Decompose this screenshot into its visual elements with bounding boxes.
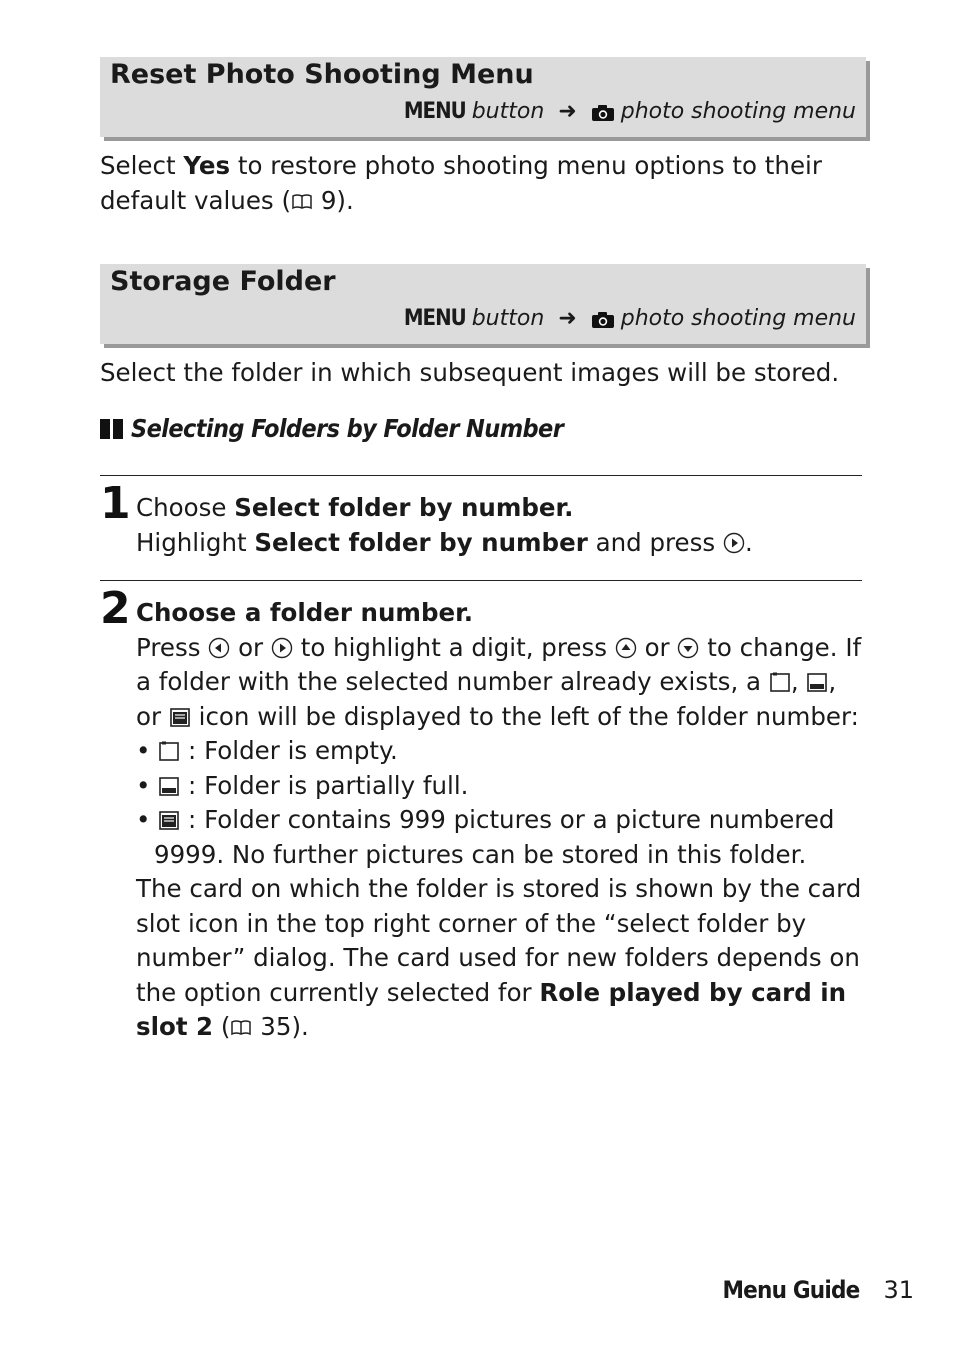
menu-item-name: Role played by card in slot 2	[136, 977, 847, 1041]
menu-button-label: MENU	[403, 99, 466, 124]
button-word: button	[471, 306, 545, 331]
folder-empty-icon	[158, 740, 180, 762]
multi-selector-right-icon	[723, 532, 745, 554]
text: to highlight a digit, press	[292, 632, 615, 662]
step-2	[136, 596, 866, 1045]
arrow-icon: ➜	[558, 99, 577, 124]
multi-selector-right-icon	[271, 637, 293, 659]
text: : Folder is partially full.	[180, 770, 469, 800]
bullet: •	[136, 805, 151, 834]
text: Select	[100, 151, 184, 180]
page-footer	[722, 1276, 914, 1304]
text: (	[213, 1012, 231, 1041]
menu-path	[404, 306, 856, 331]
bullet: •	[136, 736, 151, 765]
folder-full-icon	[169, 706, 191, 728]
text: icon will be displayed to the left of the folder number:	[190, 701, 859, 731]
step-number: 2	[100, 583, 131, 634]
step-divider	[100, 475, 862, 476]
text: or	[230, 632, 271, 662]
list-item	[136, 803, 866, 838]
camera-icon	[591, 311, 615, 329]
text: or	[636, 632, 678, 662]
text: Press	[136, 632, 209, 662]
text: to change. If a folder with the selected number already exists, a	[136, 632, 862, 696]
section-title: Reset Photo Shooting Menu	[110, 59, 534, 90]
book-reference-icon	[230, 1019, 252, 1037]
step-title: Choose a folder number.	[136, 598, 473, 627]
subheading	[100, 414, 563, 443]
text: ,	[790, 667, 807, 696]
menu-path	[404, 99, 856, 124]
step-instruction	[136, 631, 866, 735]
text: .	[744, 527, 753, 557]
folder-partial-icon	[806, 671, 828, 693]
text: The card on which the folder is stored is shown by the card slot icon in the top right corner of the “select folder by number” dialog. The card used for new folders depends on the option currently selected for	[136, 874, 862, 1007]
section-title: Storage Folder	[110, 266, 336, 297]
multi-selector-up-icon	[615, 637, 637, 659]
option-yes: Yes	[183, 151, 231, 180]
multi-selector-left-icon	[208, 637, 230, 659]
arrow-icon: ➜	[558, 306, 577, 331]
list-item	[136, 769, 866, 804]
folder-empty-icon	[769, 671, 791, 693]
subheading-text: Selecting Folders by Folder Number	[131, 414, 564, 443]
page-number: 31	[883, 1276, 914, 1304]
step-title	[136, 491, 866, 526]
menu-name: photo shooting menu	[620, 99, 856, 124]
storage-folder-intro: Select the folder in which subsequent images will be stored.	[100, 358, 840, 387]
list-item	[136, 734, 866, 769]
step-instruction	[136, 526, 866, 561]
step-1	[136, 491, 866, 560]
card-slot-note	[136, 872, 866, 1045]
section-header-reset-photo-shooting-menu	[100, 57, 866, 137]
button-word: button	[471, 99, 545, 124]
subheading-marker-icon	[100, 419, 123, 439]
text: , or	[136, 667, 837, 731]
step-number: 1	[100, 478, 131, 529]
text: ).	[336, 185, 354, 215]
text: Choose	[136, 493, 235, 522]
multi-selector-down-icon	[677, 637, 699, 659]
folder-full-icon	[158, 809, 180, 831]
footer-section-label: Menu Guide	[722, 1276, 860, 1304]
menu-item-name: Select folder by number.	[234, 493, 574, 522]
text: and press	[587, 527, 723, 557]
bullet: •	[136, 770, 151, 800]
menu-name: photo shooting menu	[620, 306, 856, 331]
text: ).	[291, 1012, 309, 1041]
reset-description	[100, 149, 860, 218]
menu-button-label: MENU	[403, 306, 466, 331]
page-reference: 35	[260, 1012, 292, 1041]
section-header-storage-folder	[100, 264, 866, 344]
list-item-continuation: 9999. No further pictures can be stored in this folder.	[154, 839, 807, 869]
step-divider	[100, 580, 862, 581]
text: to restore photo shooting menu options to their default values (	[100, 151, 822, 215]
text: : Folder contains 999 pictures or a picture numbered	[180, 805, 835, 834]
menu-item-name: Select folder by number	[254, 527, 588, 557]
text: : Folder is empty.	[180, 736, 398, 765]
text: Highlight	[136, 527, 255, 557]
camera-icon	[591, 104, 615, 122]
page-reference: 9	[320, 185, 337, 215]
folder-partial-icon	[158, 775, 180, 797]
book-reference-icon	[291, 193, 313, 211]
